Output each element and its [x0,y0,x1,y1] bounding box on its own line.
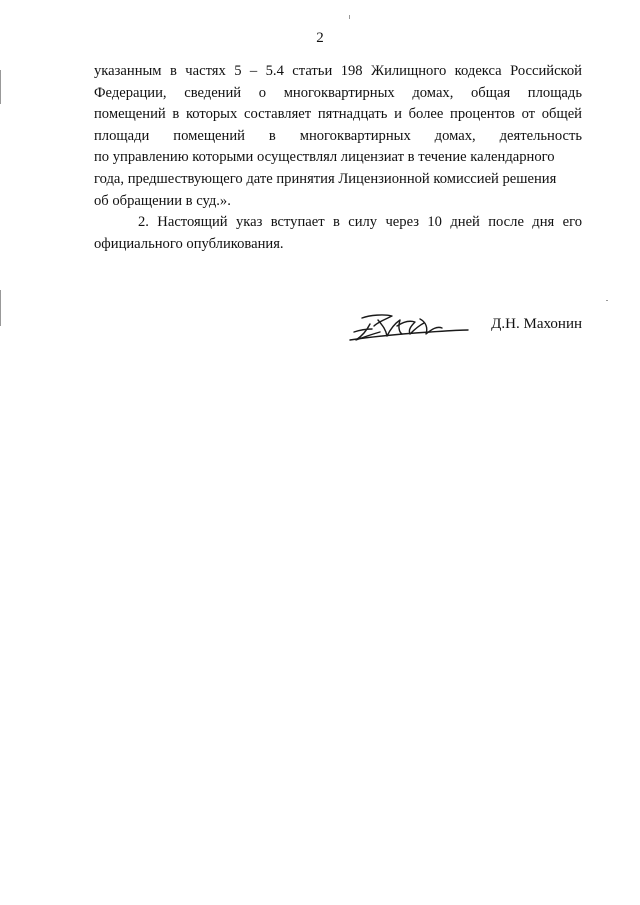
text-line: года, предшествующего дате принятия Лицензионной комиссией решения [94,170,557,187]
text-line: 2. Настоящий указ вступает в силу через 10 дней после дня его [138,214,582,231]
text-line: Федерации, сведений о многоквартирных домах, общая площадь [94,84,582,101]
text-line: указанным в частях 5 – 5.4 статьи 198 Жилищного кодекса Российской [94,63,582,79]
text-line: помещений в которых составляет пятнадцать и более процентов от общей [94,106,582,123]
text-line: площади помещений в многоквартирных домах, деятельность [94,127,582,144]
scan-edge-mark [0,70,1,104]
text-line: официального опубликования. [94,235,284,252]
text-line: по управлению которыми осуществлял лицензиат в течение календарного [94,149,555,166]
signer-name: Д.Н. Махонин [491,316,582,332]
text-line: об обращении в суд.». [94,192,231,209]
page-number: 2 [316,30,324,46]
scan-edge-mark [349,15,350,19]
document-body [94,61,582,255]
handwritten-signature [340,310,475,346]
scan-edge-mark [0,290,1,326]
signature-block [340,310,582,350]
scan-edge-mark [606,300,608,301]
